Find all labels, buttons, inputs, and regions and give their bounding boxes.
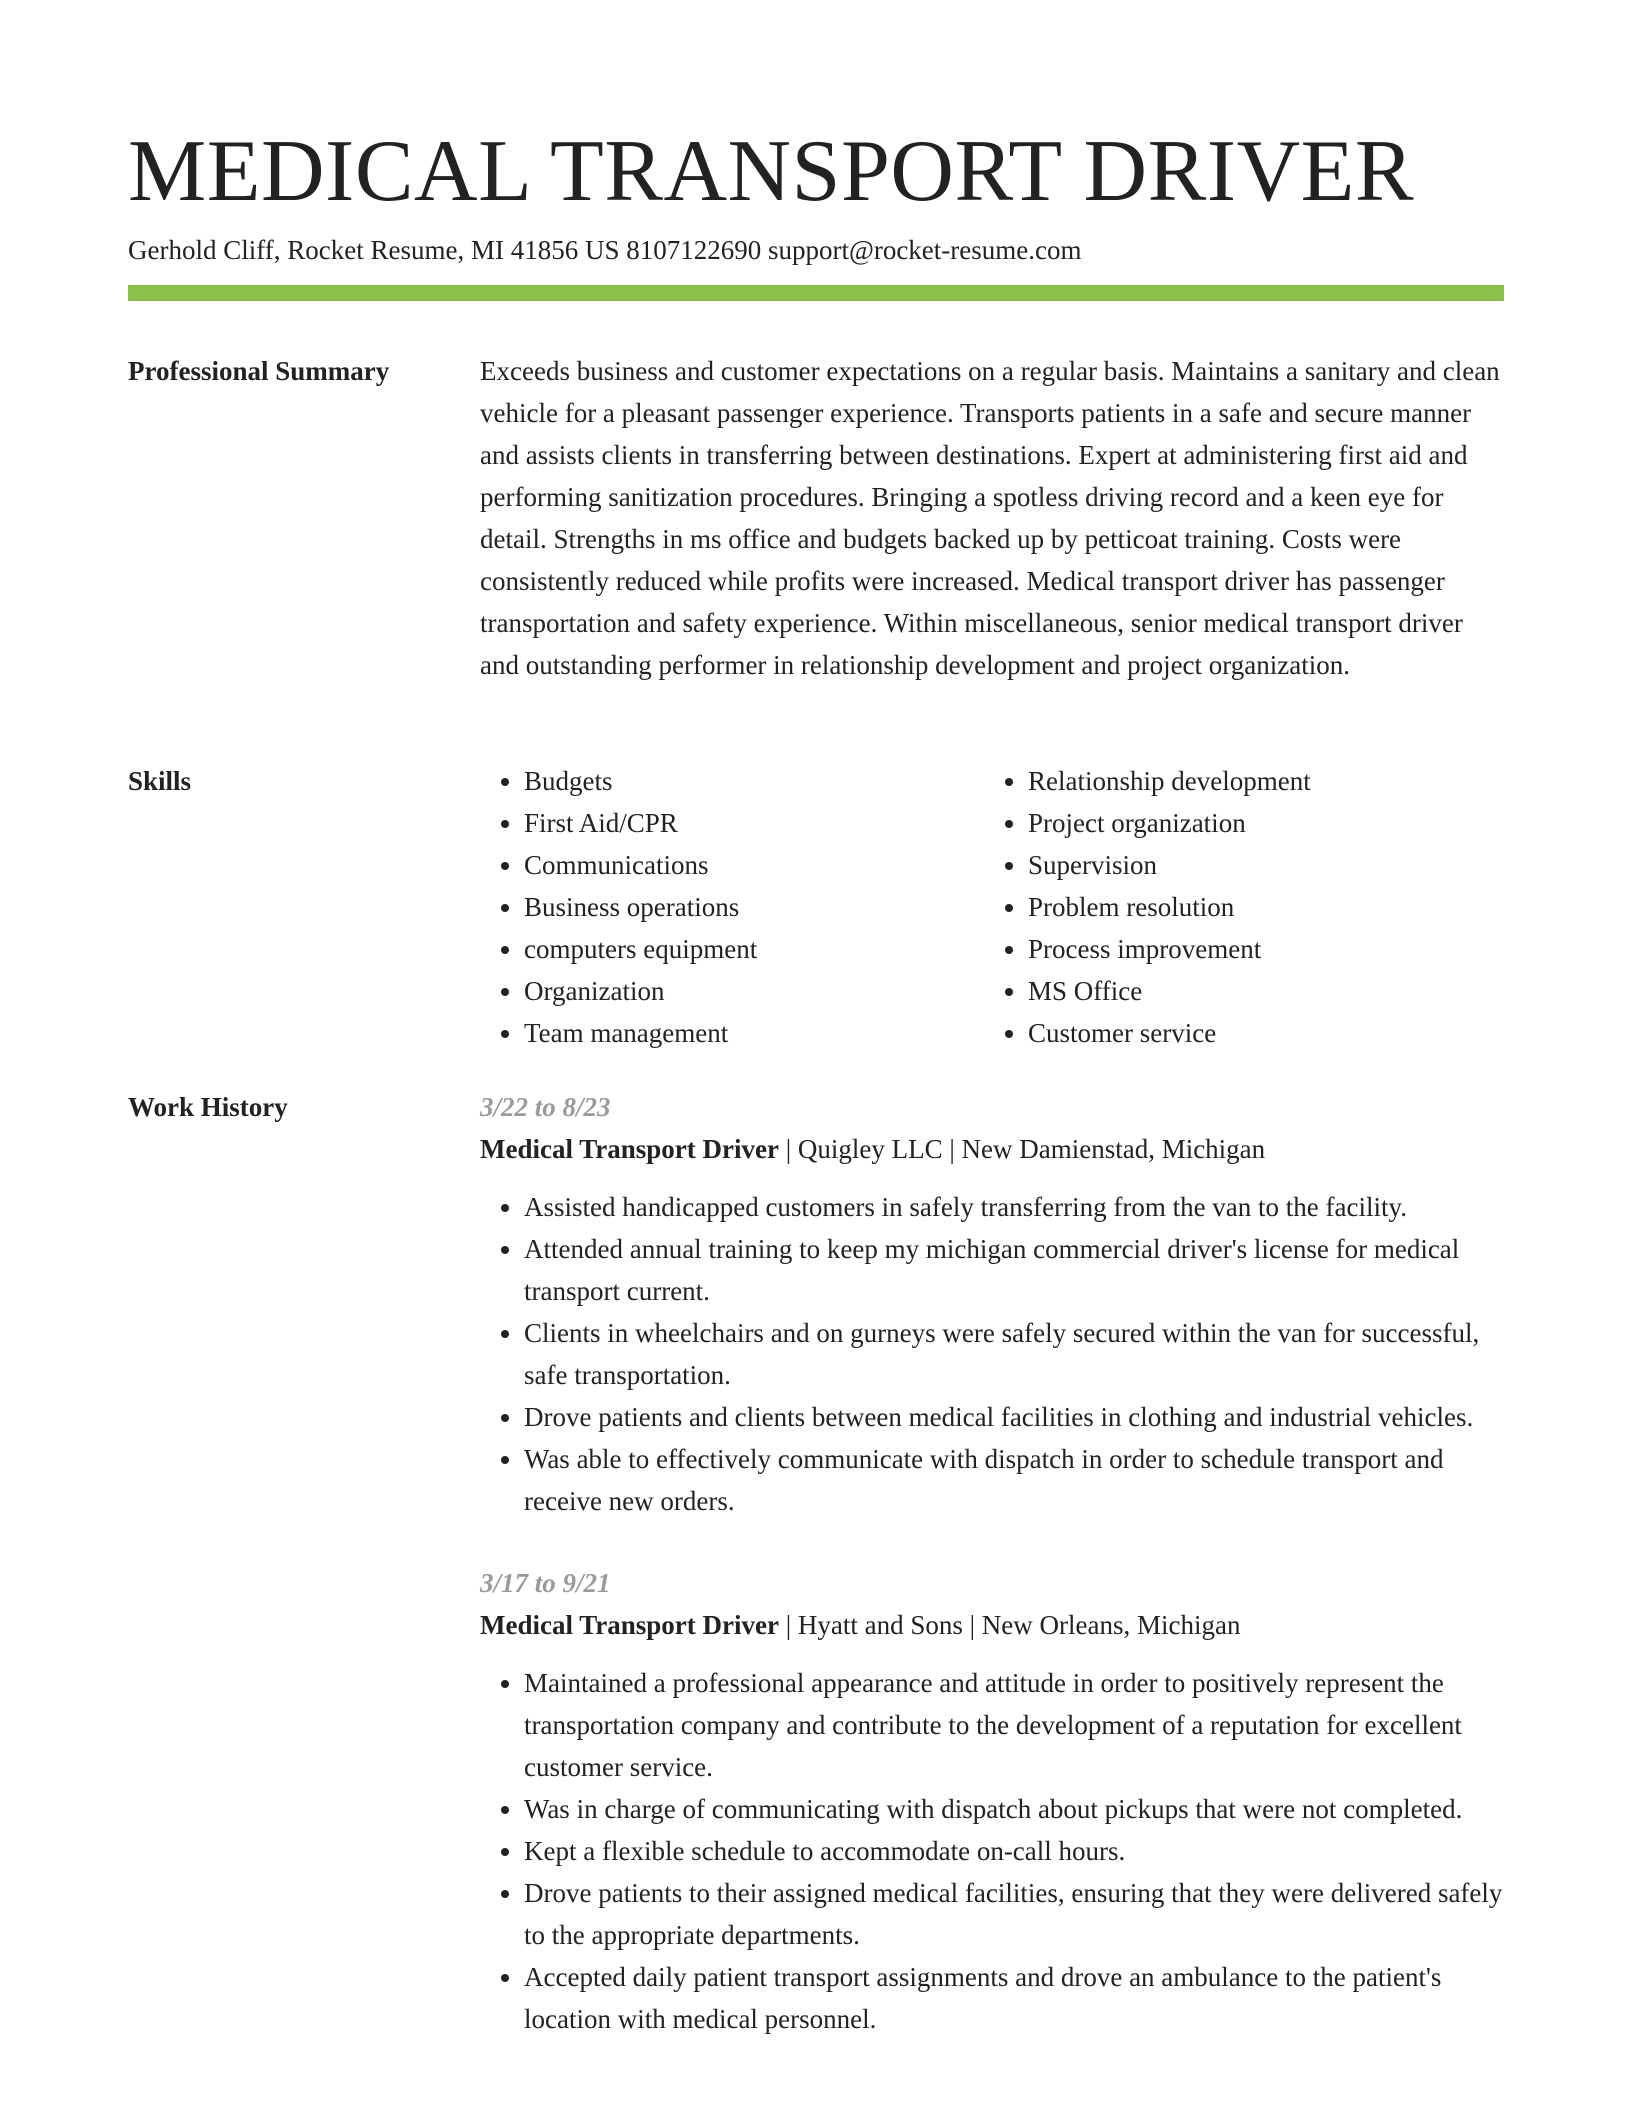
skill-item: • Process improvement — [1028, 928, 1488, 970]
skill-item: • Problem resolution — [1028, 886, 1488, 928]
job-entry — [480, 1562, 1504, 2040]
summary-heading: Professional Summary — [128, 356, 390, 386]
skills-list-right — [984, 760, 1488, 1054]
skill-item: • Supervision — [1028, 844, 1488, 886]
contact-phone: 8107122690 — [626, 235, 762, 265]
job-bullet-list — [480, 1662, 1504, 2040]
skill-item: • Budgets — [524, 760, 984, 802]
job-bullet: • Was able to effectively communicate with dispatch in order to schedule transport and receive new orders. — [524, 1438, 1504, 1522]
job-location: New Damienstad, Michigan — [961, 1134, 1266, 1164]
work-history-heading: Work History — [128, 1092, 288, 1122]
job-location: New Orleans, Michigan — [981, 1610, 1241, 1640]
skills-body — [480, 760, 1504, 1054]
accent-divider — [128, 285, 1504, 301]
skills-list-left — [480, 760, 984, 1054]
job-bullet: • Was in charge of communicating with dispatch about pickups that were not completed. — [524, 1788, 1504, 1830]
skill-item: • MS Office — [1028, 970, 1488, 1012]
contact-address: Gerhold Cliff, Rocket Resume, MI 41856 US — [128, 235, 620, 265]
job-heading: Medical Transport Driver | Hyatt and Sons | New Orleans, Michigan — [480, 1610, 1241, 1640]
job-bullet: • Accepted daily patient transport assignments and drove an ambulance to the patient's location with medical personnel. — [524, 1956, 1504, 2040]
skill-item: • Relationship development — [1028, 760, 1488, 802]
skill-item: • Project organization — [1028, 802, 1488, 844]
job-entry — [480, 1086, 1504, 1522]
job-title: Medical Transport Driver — [480, 1610, 779, 1640]
summary-body — [480, 350, 1504, 686]
job-bullet: • Clients in wheelchairs and on gurneys were safely secured within the van for successful, safe transportation. — [524, 1312, 1504, 1396]
job-company: Hyatt and Sons — [797, 1610, 963, 1640]
summary-text: Exceeds business and customer expectations on a regular basis. Maintains a sanitary and clean vehicle for a pleasant passenger experience. Transports patients in a safe and secure manner and assists clients in transferring between destinations. Expert at administering first aid and performing sanitization procedures. Bringing a spotless driving record and a keen eye for detail. Strengths in ms office and budgets backed up by petticoat training. Costs were consistently reduced while profits were increased. Medical transport driver has passenger transportation and safety experience. Within miscellaneous, senior medical transport driver and outstanding performer in relationship development and project organization. — [480, 356, 1500, 680]
resume-title: MEDICAL TRANSPORT DRIVER — [128, 123, 1415, 220]
skill-item: • First Aid/CPR — [524, 802, 984, 844]
job-heading: Medical Transport Driver | Quigley LLC | New Damienstad, Michigan — [480, 1134, 1266, 1164]
job-company: Quigley LLC — [797, 1134, 943, 1164]
contact-line — [128, 232, 1082, 268]
skills-columns — [480, 760, 1504, 1054]
skill-item: • Customer service — [1028, 1012, 1488, 1054]
skill-item: • computers equipment — [524, 928, 984, 970]
skill-item: • Team management — [524, 1012, 984, 1054]
job-bullet: • Drove patients and clients between medical facilities in clothing and industrial vehicles. — [524, 1396, 1504, 1438]
skill-item: • Business operations — [524, 886, 984, 928]
job-bullet: • Maintained a professional appearance and attitude in order to positively represent the transportation company and contribute to the development of a reputation for excellent customer service. — [524, 1662, 1504, 1788]
job-bullet: • Assisted handicapped customers in safely transferring from the van to the facility. — [524, 1186, 1504, 1228]
job-bullet-list — [480, 1186, 1504, 1522]
job-bullet: • Drove patients to their assigned medical facilities, ensuring that they were delivered safely to the appropriate departments. — [524, 1872, 1504, 1956]
job-dates: 3/22 to 8/23 — [480, 1092, 611, 1122]
skill-item: • Communications — [524, 844, 984, 886]
skills-heading: Skills — [128, 766, 192, 796]
job-bullet: • Attended annual training to keep my michigan commercial driver's license for medical transport current. — [524, 1228, 1504, 1312]
work-history-body — [480, 1086, 1504, 2040]
job-bullet: • Kept a flexible schedule to accommodate on-call hours. — [524, 1830, 1504, 1872]
job-dates: 3/17 to 9/21 — [480, 1568, 611, 1598]
contact-email: support@rocket-resume.com — [767, 235, 1082, 265]
job-title: Medical Transport Driver — [480, 1134, 779, 1164]
skill-item: • Organization — [524, 970, 984, 1012]
